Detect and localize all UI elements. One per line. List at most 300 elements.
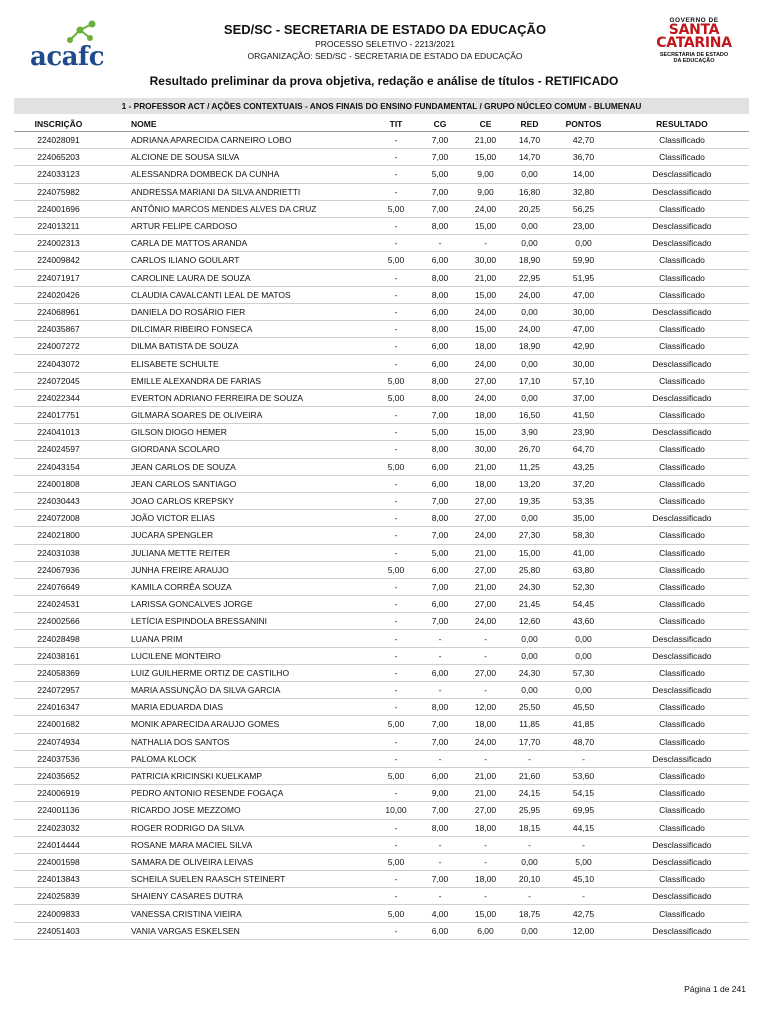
cell-resultado: Classificado [615,269,749,286]
cell-ce: 18,00 [464,475,507,492]
cell-tit: 10,00 [376,802,416,819]
cell-tit: - [376,785,416,802]
cell-nome: JUNHA FREIRE ARAUJO [103,561,376,578]
cell-pontos: 42,90 [552,338,615,355]
cell-nome: JOAO CARLOS KREPSKY [103,492,376,509]
cell-nome: JEAN CARLOS DE SOUZA [103,458,376,475]
cell-inscricao: 224001682 [14,716,103,733]
cell-resultado: Classificado [615,905,749,922]
cell-tit: - [376,888,416,905]
cell-cg: 8,00 [416,286,464,303]
cell-nome: GIORDANA SCOLARO [103,441,376,458]
cell-pontos: 59,90 [552,252,615,269]
cell-nome: LARISSA GONCALVES JORGE [103,596,376,613]
cell-tit: - [376,355,416,372]
cell-ce: 15,00 [464,424,507,441]
cell-tit: - [376,527,416,544]
cell-inscricao: 224051403 [14,922,103,939]
col-tit: TIT [376,117,416,132]
cell-tit: 5,00 [376,767,416,784]
cell-ce: 15,00 [464,217,507,234]
cell-resultado: Classificado [615,407,749,424]
cell-tit: - [376,664,416,681]
cell-nome: SHAIENY CASARES DUTRA [103,888,376,905]
cell-resultado: Classificado [615,871,749,888]
cell-cg: 6,00 [416,767,464,784]
cell-nome: RICARDO JOSE MEZZOMO [103,802,376,819]
cell-nome: VANIA VARGAS ESKELSEN [103,922,376,939]
cell-tit: - [376,699,416,716]
cell-red: 11,85 [507,716,552,733]
cell-inscricao: 224065203 [14,149,103,166]
table-header-row [14,117,749,132]
cell-pontos: 45,10 [552,871,615,888]
cell-ce: 15,00 [464,286,507,303]
cell-resultado: Desclassificado [615,888,749,905]
cell-cg: 7,00 [416,200,464,217]
cell-pontos: 63,80 [552,561,615,578]
cell-ce: 27,00 [464,596,507,613]
cell-pontos: 0,00 [552,235,615,252]
cell-red: 17,10 [507,372,552,389]
col-inscricao: INSCRIÇÃO [14,117,103,132]
cell-tit: 5,00 [376,561,416,578]
acafe-logo-text: acafc [30,42,105,72]
header-titles [170,22,600,62]
cell-resultado: Desclassificado [615,389,749,406]
cell-pontos: 32,80 [552,183,615,200]
table-row [14,475,749,492]
cell-ce: 21,00 [464,785,507,802]
page-title: SED/SC - SECRETARIA DE ESTADO DA EDUCAÇÃO [223,22,547,37]
cell-red: 0,00 [507,389,552,406]
table-row [14,407,749,424]
cell-cg: 6,00 [416,303,464,320]
col-pontos: PONTOS [552,117,615,132]
cell-pontos: 23,00 [552,217,615,234]
table-row [14,183,749,200]
cell-cg: 7,00 [416,183,464,200]
cell-nome: ALCIONE DE SOUSA SILVA [103,149,376,166]
cell-nome: LUIZ GUILHERME ORTIZ DE CASTILHO [103,664,376,681]
cell-pontos: 53,60 [552,767,615,784]
table-row [14,132,749,149]
cell-red: 0,00 [507,303,552,320]
cell-inscricao: 224023032 [14,819,103,836]
cell-ce: 21,00 [464,767,507,784]
cell-pontos: 53,35 [552,492,615,509]
cell-ce: 27,00 [464,510,507,527]
cell-inscricao: 224013211 [14,217,103,234]
cell-ce: 21,00 [464,544,507,561]
cell-resultado: Classificado [615,544,749,561]
cell-cg: 6,00 [416,475,464,492]
cell-pontos: 36,70 [552,149,615,166]
cell-cg: 7,00 [416,527,464,544]
cell-inscricao: 224035652 [14,767,103,784]
cell-nome: SAMARA DE OLIVEIRA LEIVAS [103,853,376,870]
cell-red: 0,00 [507,922,552,939]
cell-inscricao: 224072957 [14,682,103,699]
cell-cg: - [416,750,464,767]
cell-nome: CARLA DE MATTOS ARANDA [103,235,376,252]
cell-nome: MARIA ASSUNÇÃO DA SILVA GARCIA [103,682,376,699]
cell-pontos: 69,95 [552,802,615,819]
cell-cg: 7,00 [416,492,464,509]
cell-tit: - [376,630,416,647]
cell-tit: - [376,682,416,699]
cell-resultado: Desclassificado [615,836,749,853]
table-row [14,527,749,544]
cell-tit: - [376,510,416,527]
cell-red: 0,00 [507,853,552,870]
cell-pontos: 54,15 [552,785,615,802]
cell-cg: 6,00 [416,458,464,475]
cell-tit: - [376,613,416,630]
cell-cg: 6,00 [416,664,464,681]
cell-pontos: 47,00 [552,286,615,303]
cell-resultado: Classificado [615,338,749,355]
table-row [14,424,749,441]
cell-inscricao: 224028498 [14,630,103,647]
cell-tit: - [376,166,416,183]
cell-nome: LETÍCIA ESPINDOLA BRESSANINI [103,613,376,630]
cell-inscricao: 224071917 [14,269,103,286]
cell-ce: 21,00 [464,578,507,595]
cell-resultado: Classificado [615,492,749,509]
cell-red: 22,95 [507,269,552,286]
cell-cg: 5,00 [416,166,464,183]
table-row [14,905,749,922]
cell-nome: ROGER RODRIGO DA SILVA [103,819,376,836]
cell-ce: 15,00 [464,321,507,338]
cell-ce: 30,00 [464,252,507,269]
col-red: RED [507,117,552,132]
cell-cg: 7,00 [416,407,464,424]
cell-nome: MARIA EDUARDA DIAS [103,699,376,716]
cell-pontos: 5,00 [552,853,615,870]
table-row [14,716,749,733]
cell-resultado: Classificado [615,475,749,492]
cell-inscricao: 224013843 [14,871,103,888]
cell-resultado: Classificado [615,802,749,819]
table-row [14,613,749,630]
cell-inscricao: 224002566 [14,613,103,630]
cell-red: 20,10 [507,871,552,888]
table-row [14,149,749,166]
cell-resultado: Desclassificado [615,922,749,939]
cell-inscricao: 224028091 [14,132,103,149]
cell-nome: EMILLE ALEXANDRA DE FARIAS [103,372,376,389]
cell-tit: - [376,578,416,595]
cell-tit: - [376,819,416,836]
table-row [14,853,749,870]
cell-inscricao: 224016347 [14,699,103,716]
cell-tit: - [376,424,416,441]
results-table [14,117,749,940]
cell-red: 21,45 [507,596,552,613]
cell-nome: CARLOS ILIANO GOULART [103,252,376,269]
cell-cg: - [416,235,464,252]
cell-cg: - [416,853,464,870]
cell-nome: JULIANA METTE REITER [103,544,376,561]
cell-cg: 8,00 [416,819,464,836]
table-row [14,630,749,647]
cell-inscricao: 224024531 [14,596,103,613]
cell-red: 0,00 [507,166,552,183]
cell-cg: 7,00 [416,132,464,149]
cell-red: 25,50 [507,699,552,716]
acafe-logo [30,18,105,72]
cell-tit: - [376,922,416,939]
cell-red: 0,00 [507,630,552,647]
cell-inscricao: 224001696 [14,200,103,217]
cell-tit: 5,00 [376,372,416,389]
cell-pontos: 35,00 [552,510,615,527]
table-row [14,664,749,681]
cell-ce: 27,00 [464,492,507,509]
cell-red: 0,00 [507,682,552,699]
cell-tit: - [376,836,416,853]
table-row [14,286,749,303]
cell-nome: EVERTON ADRIANO FERREIRA DE SOUZA [103,389,376,406]
logo-sed-text-2: DA EDUCAÇÃO [673,58,715,64]
process-label: PROCESSO SELETIVO - 2213/2021 [315,39,455,49]
cell-ce: - [464,647,507,664]
cell-inscricao: 224043154 [14,458,103,475]
table-row [14,888,749,905]
cell-tit: 5,00 [376,853,416,870]
table-row [14,682,749,699]
cell-pontos: 52,30 [552,578,615,595]
cell-ce: 24,00 [464,200,507,217]
cell-ce: 12,00 [464,699,507,716]
cell-inscricao: 224017751 [14,407,103,424]
cell-resultado: Classificado [615,252,749,269]
cell-ce: 21,00 [464,458,507,475]
cell-pontos: - [552,750,615,767]
cell-inscricao: 224074934 [14,733,103,750]
cell-ce: - [464,836,507,853]
cell-resultado: Classificado [615,664,749,681]
cell-red: 18,15 [507,819,552,836]
cell-cg: 6,00 [416,561,464,578]
cell-pontos: 42,75 [552,905,615,922]
cell-red: 24,30 [507,578,552,595]
cell-red: 25,80 [507,561,552,578]
cell-nome: LUCILENE MONTEIRO [103,647,376,664]
cell-inscricao: 224041013 [14,424,103,441]
cell-pontos: 45,50 [552,699,615,716]
cell-ce: 24,00 [464,303,507,320]
cell-nome: ADRIANA APARECIDA CARNEIRO LOBO [103,132,376,149]
cell-inscricao: 224002313 [14,235,103,252]
table-row [14,217,749,234]
cell-inscricao: 224037536 [14,750,103,767]
cell-cg: 8,00 [416,389,464,406]
cell-red: - [507,888,552,905]
cell-ce: 21,00 [464,132,507,149]
page-number: Página 1 de 241 [684,984,746,994]
cell-pontos: 0,00 [552,630,615,647]
cell-pontos: 43,25 [552,458,615,475]
cell-ce: 24,00 [464,527,507,544]
cell-tit: - [376,132,416,149]
cell-tit: 5,00 [376,252,416,269]
cell-red: 0,00 [507,235,552,252]
cell-pontos: 41,00 [552,544,615,561]
table-body [14,132,749,940]
cell-ce: 18,00 [464,407,507,424]
cell-inscricao: 224033123 [14,166,103,183]
cell-cg: 7,00 [416,733,464,750]
cell-pontos: 56,25 [552,200,615,217]
table-row [14,372,749,389]
cell-inscricao: 224076649 [14,578,103,595]
table-row [14,836,749,853]
cell-pontos: 41,85 [552,716,615,733]
cell-pontos: 57,30 [552,664,615,681]
cell-inscricao: 224020426 [14,286,103,303]
cell-pontos: 12,00 [552,922,615,939]
cell-tit: 5,00 [376,458,416,475]
cell-resultado: Desclassificado [615,682,749,699]
cell-cg: 9,00 [416,785,464,802]
cell-ce: 24,00 [464,613,507,630]
cell-resultado: Classificado [615,819,749,836]
cell-cg: 7,00 [416,802,464,819]
cell-nome: PEDRO ANTONIO RESENDE FOGAÇA [103,785,376,802]
cell-nome: NATHALIA DOS SANTOS [103,733,376,750]
cell-resultado: Desclassificado [615,217,749,234]
cell-red: 15,00 [507,544,552,561]
table-row [14,235,749,252]
cell-resultado: Classificado [615,286,749,303]
cell-inscricao: 224024597 [14,441,103,458]
document-header [0,0,768,70]
cell-inscricao: 224038161 [14,647,103,664]
cell-resultado: Desclassificado [615,166,749,183]
cell-resultado: Classificado [615,321,749,338]
cell-inscricao: 224007272 [14,338,103,355]
cell-cg: 7,00 [416,716,464,733]
cell-ce: 9,00 [464,166,507,183]
table-row [14,544,749,561]
cell-pontos: 23,90 [552,424,615,441]
cell-ce: - [464,630,507,647]
cell-cg: 8,00 [416,269,464,286]
cell-resultado: Desclassificado [615,424,749,441]
section-header: 1 - PROFESSOR ACT / AÇÕES CONTEXTUAIS - ANOS FINAIS DO ENSINO FUNDAMENTAL / GRUPO NÚCLEO COMUM - BLUMENAU [14,98,749,114]
cell-red: 3,90 [507,424,552,441]
col-nome: NOME [103,117,376,132]
cell-pontos: 42,70 [552,132,615,149]
cell-pontos: 41,50 [552,407,615,424]
cell-red: 27,30 [507,527,552,544]
cell-resultado: Classificado [615,716,749,733]
cell-red: 17,70 [507,733,552,750]
cell-inscricao: 224006919 [14,785,103,802]
cell-tit: 5,00 [376,389,416,406]
cell-inscricao: 224009833 [14,905,103,922]
cell-nome: MONIK APARECIDA ARAUJO GOMES [103,716,376,733]
cell-tit: - [376,149,416,166]
cell-pontos: 64,70 [552,441,615,458]
cell-cg: 7,00 [416,578,464,595]
cell-inscricao: 224072045 [14,372,103,389]
table-row [14,458,749,475]
cell-resultado: Classificado [615,596,749,613]
cell-resultado: Desclassificado [615,183,749,200]
cell-nome: KAMILA CORRÊA SOUZA [103,578,376,595]
cell-inscricao: 224043072 [14,355,103,372]
cell-cg: 6,00 [416,338,464,355]
cell-tit: - [376,475,416,492]
table-row [14,802,749,819]
logo-sed-text-1: SECRETARIA DE ESTADO [659,52,729,58]
table-row [14,510,749,527]
cell-resultado: Classificado [615,458,749,475]
cell-ce: 6,00 [464,922,507,939]
table-row [14,871,749,888]
cell-cg: 5,00 [416,544,464,561]
table-row [14,699,749,716]
table-row [14,200,749,217]
cell-ce: 27,00 [464,561,507,578]
table-row [14,441,749,458]
cell-nome: ANDRESSA MARIANI DA SILVA ANDRIETTI [103,183,376,200]
cell-red: 0,00 [507,355,552,372]
cell-ce: 18,00 [464,338,507,355]
cell-pontos: 51,95 [552,269,615,286]
cell-red: 11,25 [507,458,552,475]
cell-resultado: Desclassificado [615,355,749,372]
table-row [14,389,749,406]
cell-inscricao: 224001598 [14,853,103,870]
cell-ce: 18,00 [464,871,507,888]
cell-ce: 15,00 [464,149,507,166]
table-row [14,166,749,183]
logo-gov-text: GOVERNO DE [669,17,719,24]
col-resultado: RESULTADO [615,117,749,132]
cell-ce: 27,00 [464,664,507,681]
cell-nome: ROSANE MARA MACIEL SILVA [103,836,376,853]
document-subtitle: Resultado preliminar da prova objetiva, redação e análise de títulos - RETIFICADO [149,74,619,88]
cell-ce: 27,00 [464,372,507,389]
cell-ce: - [464,235,507,252]
cell-nome: JOÃO VICTOR ELIAS [103,510,376,527]
cell-red: 19,35 [507,492,552,509]
cell-pontos: 30,00 [552,303,615,320]
cell-resultado: Classificado [615,613,749,630]
cell-nome: CLAUDIA CAVALCANTI LEAL DE MATOS [103,286,376,303]
col-ce: CE [464,117,507,132]
cell-resultado: Classificado [615,733,749,750]
cell-pontos: 57,10 [552,372,615,389]
cell-red: - [507,750,552,767]
cell-ce: 24,00 [464,389,507,406]
cell-nome: PALOMA KLOCK [103,750,376,767]
cell-tit: - [376,871,416,888]
cell-pontos: - [552,836,615,853]
cell-red: 14,70 [507,132,552,149]
cell-resultado: Desclassificado [615,853,749,870]
cell-inscricao: 224001136 [14,802,103,819]
cell-inscricao: 224030443 [14,492,103,509]
cell-cg: 6,00 [416,596,464,613]
cell-ce: 21,00 [464,269,507,286]
cell-tit: 5,00 [376,905,416,922]
